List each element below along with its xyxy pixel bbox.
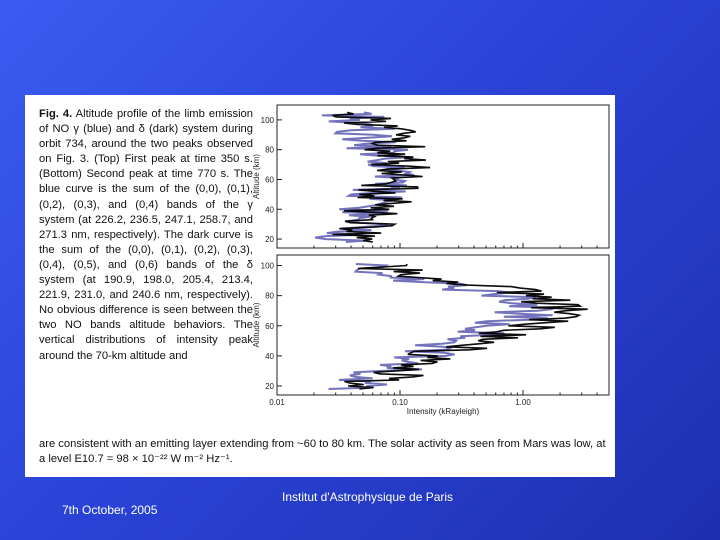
caption-text-continued: are consistent with an emitting layer extending from ~60 to 80 km. The solar activity as seen from Mars was low, at a level E10.7 = 98 × 10⁻²² W m⁻² Hz⁻¹. [39, 438, 606, 466]
x-axis-label: Intensity (kRayleigh) [406, 407, 480, 416]
y-tick-label-bottom: 60 [265, 321, 274, 331]
caption-text: Altitude profile of the limb emission of NO γ (blue) and δ (dark) system during orbit 734, around the two peaks observed on Fig. 3. (Top) First peak at time 350 s. (Bottom) Second peak at time 770 s. The blue curve is the sum of the (0,0), (0,1), (0,2), (0,3), and (0,4) bands of the γ system (at 226.2, 236.5, 247.1, 258.7, and 271.3 nm, respectively). The dark curve is the sum of the (0,0), (0,1), (0,2), (0,3), (0,4), (0,5), and (0,6) bands of the δ system (at 190.9, 198.0, 205.4, 213.4, 221.9, 231.0, and 240.6 nm, respectively). No obvious difference is seen between the two NO bands altitude behaviors. The vertical distributions of intensity peak around the 70-km altitude and [39, 108, 254, 362]
y-tick-label-top: 100 [260, 115, 274, 125]
y-axis-label-bottom: Altitude (km) [252, 302, 261, 348]
y-tick-label-top: 40 [265, 205, 274, 215]
x-tick-label: 1.00 [515, 398, 531, 407]
y-tick-label-bottom: 40 [265, 351, 274, 361]
y-tick-label-top: 20 [265, 235, 274, 245]
x-tick-label: 0.10 [392, 398, 408, 407]
x-tick-label: 0.01 [269, 398, 285, 407]
plot-frame-bottom [277, 255, 609, 395]
footer-date: 7th October, 2005 [62, 503, 158, 517]
plot-frame-top [277, 105, 609, 248]
y-axis-label-top: Altitude (km) [252, 154, 261, 199]
footer-institute: Institut d'Astrophysique de Paris [282, 490, 454, 504]
y-tick-label-bottom: 20 [265, 381, 274, 391]
y-tick-label-bottom: 80 [265, 291, 274, 301]
altitude-profile-plots [25, 95, 615, 437]
y-tick-label-top: 60 [265, 175, 274, 185]
y-tick-label-bottom: 100 [260, 261, 274, 271]
figure-label: Fig. 4. [39, 108, 73, 120]
y-tick-label-top: 80 [265, 145, 274, 155]
figure-card [25, 95, 615, 477]
